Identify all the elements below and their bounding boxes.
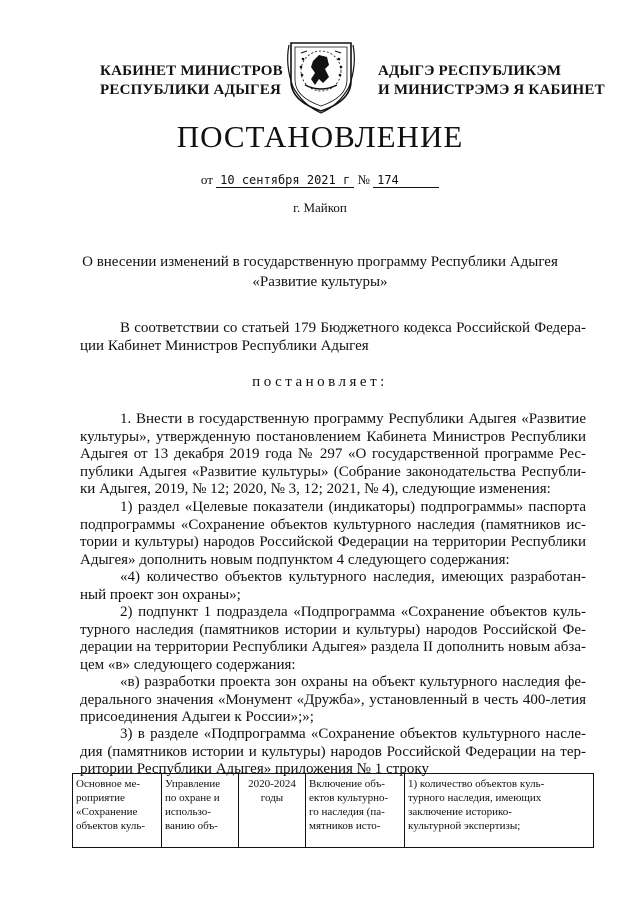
number-sign: № bbox=[357, 172, 370, 187]
subject-line: О внесении изменений в государственную программу Республики Адыгея bbox=[82, 254, 558, 270]
cell-line: мятников исто- bbox=[309, 820, 381, 832]
coat-of-arms-emblem bbox=[283, 35, 359, 115]
text-line: 2) подпункт 1 подраздела «Подпрограмма «Сохранение объектов куль- bbox=[120, 604, 586, 620]
text-line: ритории Республики Адыгея» приложения № 1 строку bbox=[80, 761, 429, 777]
paragraph-subitem-1 bbox=[80, 499, 586, 569]
issuer-adyghe-line-1: АДЫГЭ РЕСПУБЛИКЭМ bbox=[378, 63, 562, 79]
table-cell bbox=[73, 774, 162, 848]
date-number-line bbox=[0, 172, 640, 188]
cell-line: роприятие bbox=[76, 792, 125, 804]
cell-line: Включение объ- bbox=[309, 778, 385, 790]
issuer-adyghe-line-2: И МИНИСТРЭМЭ Я КАБИНЕТ bbox=[378, 82, 605, 98]
document-title: ПОСТАНОВЛЕНИЕ bbox=[176, 119, 464, 154]
paragraph-1 bbox=[80, 411, 586, 499]
issuer-name-russian bbox=[100, 62, 283, 100]
text-line: «4) количество объектов культурного наследия, имеющих разработан- bbox=[120, 569, 586, 585]
text-line: публики Адыгея «Развитие культуры» (Собрание законодательства Республи- bbox=[80, 463, 586, 480]
table-cell bbox=[239, 774, 306, 848]
cell-line: го наследия (па- bbox=[309, 806, 385, 818]
issuer-line-1: КАБИНЕТ МИНИСТРОВ bbox=[100, 63, 283, 79]
table-cell bbox=[162, 774, 239, 848]
paragraph-subitem-3 bbox=[80, 726, 586, 779]
cell-line: заключение историко- bbox=[408, 806, 512, 818]
cell-line: Управление bbox=[165, 778, 221, 790]
text-line: ный проект зон охраны»; bbox=[80, 586, 241, 603]
preamble-line: В соответствии со статьей 179 Бюджетного кодекса Российской Федера- bbox=[120, 320, 586, 336]
text-line: присоединения Адыгеи к России»;»; bbox=[80, 709, 314, 725]
table-cell bbox=[306, 774, 405, 848]
issuer-name-adyghe bbox=[378, 62, 605, 100]
cell-line: ванию объ- bbox=[165, 820, 218, 832]
issuer-line-2: РЕСПУБЛИКИ АДЫГЕЯ bbox=[100, 82, 282, 98]
cell-line: «Сохранение bbox=[76, 806, 138, 818]
text-line: дерации на территории Республики Адыгея» раздела II дополнить новым абза- bbox=[80, 639, 586, 655]
cell-line: Основное ме- bbox=[76, 778, 141, 790]
text-line: Адыгея от 13 декабря 2019 года № 297 «О государственной программе Рес- bbox=[80, 446, 586, 462]
document-number: 174 bbox=[373, 173, 439, 188]
cell-line: годы bbox=[260, 792, 284, 804]
resolves-word: постановляет: bbox=[252, 374, 388, 390]
paragraph-quote-v bbox=[80, 674, 586, 727]
cell-line: турного наследия, имеющих bbox=[408, 792, 542, 804]
document-date: 10 сентября 2021 г bbox=[216, 173, 354, 188]
text-line: турного наследия (памятников истории и культуры) народов Российской Фе- bbox=[80, 621, 586, 638]
paragraph-subitem-2 bbox=[80, 604, 586, 674]
preamble bbox=[80, 320, 586, 355]
table-row bbox=[73, 774, 594, 848]
city: г. Майкоп bbox=[293, 200, 347, 215]
text-line: цем «в» следующего содержания: bbox=[80, 656, 296, 673]
text-line: «в) разработки проекта зон охраны на объект культурного наследия фе- bbox=[120, 674, 586, 690]
date-prefix: от bbox=[200, 172, 213, 187]
text-line: дерального значения «Монумент «Дружба», установленный в честь 400-летия bbox=[80, 691, 586, 708]
cell-line: использо- bbox=[165, 806, 211, 818]
text-line: ки Адыгея, 2019, № 12; 2020, № 3, 12; 2021, № 4), следующие изменения: bbox=[80, 481, 551, 497]
text-line: подпрограммы «Сохранение объектов культурного наследия (памятников ис- bbox=[80, 516, 586, 533]
cell-line: ектов культурно- bbox=[309, 792, 389, 804]
table-cell bbox=[405, 774, 594, 848]
text-line: 3) в разделе «Подпрограмма «Сохранение объектов культурного насле- bbox=[120, 726, 586, 742]
cell-line: объектов куль- bbox=[76, 820, 146, 832]
program-table bbox=[72, 773, 594, 848]
cell-line: 2020-2024 bbox=[248, 778, 296, 790]
cell-line: культурной экспертизы; bbox=[408, 820, 521, 832]
cell-line: по охране и bbox=[165, 792, 220, 804]
subject-line: «Развитие культуры» bbox=[252, 274, 388, 290]
text-line: дия (памятников истории и культуры) народов Российской Федерации на тер- bbox=[80, 743, 586, 760]
cell-line: 1) количество объектов куль- bbox=[408, 778, 545, 790]
text-line: 1. Внести в государственную программу Республики Адыгея «Развитие bbox=[120, 411, 586, 427]
document-subject bbox=[0, 252, 640, 292]
text-line: культуры», утвержденную постановлением Кабинета Министров Республики bbox=[80, 428, 586, 445]
paragraph-quote-4 bbox=[80, 569, 586, 604]
preamble-line: ции Кабинет Министров Республики Адыгея bbox=[80, 337, 369, 354]
text-line: тории и культуры) народов Российской Федерации на территории Республики bbox=[80, 534, 586, 550]
text-line: Адыгея» дополнить новым подпунктом 4 следующего содержания: bbox=[80, 551, 510, 568]
text-line: 1) раздел «Целевые показатели (индикаторы) подпрограммы» паспорта bbox=[120, 499, 586, 515]
